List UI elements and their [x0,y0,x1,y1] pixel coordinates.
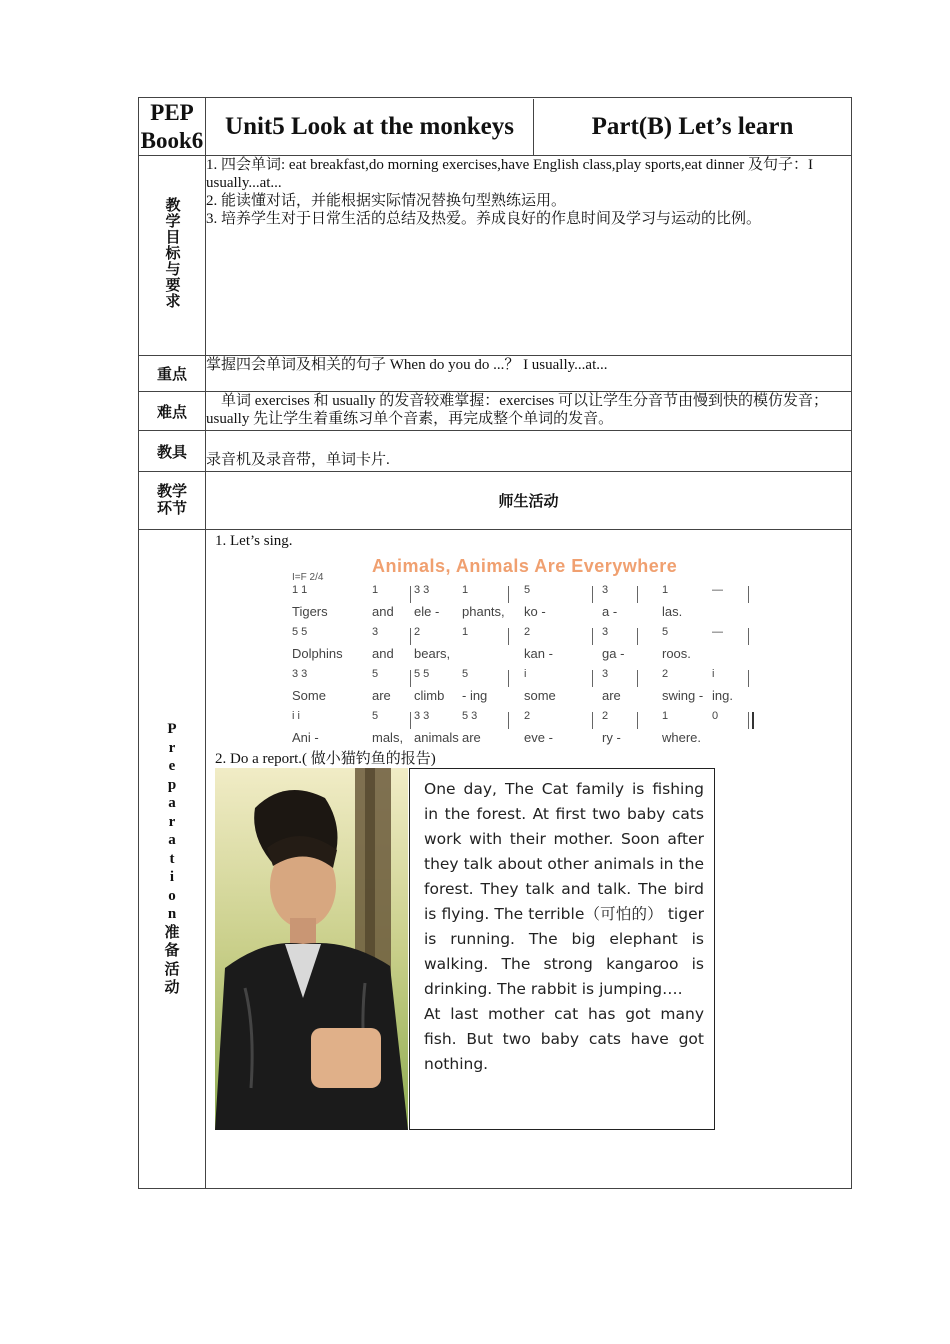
song-note: 5 [462,668,469,680]
key-points-text: 掌握四会单词及相关的句子 When do you do ...？ I usually...at... [206,357,608,373]
song-barline [748,628,749,645]
song-row [292,668,760,710]
preparation-label [164,720,179,998]
song-note: 2 [662,668,669,680]
song-note: 1 [462,626,469,638]
song-lyric: kan - [524,646,553,661]
prep-letter: a [168,795,176,812]
song-note: i [524,668,527,680]
prep-letter: i [169,869,175,886]
objectives-label-cell [139,156,206,356]
song-barline [637,628,638,645]
song-barline [508,586,509,603]
prep-letter: o [168,887,176,904]
activity-header [206,472,852,530]
song-barline [508,712,509,729]
report-section [215,768,851,1130]
boy-photo-illustration [215,768,408,1130]
song-note: 2 [602,710,609,722]
song-note: 5 3 [462,710,478,722]
objective-line-2: 2. 能读懂对话，并能根据实际情况替换句型熟练运用。 [206,193,567,209]
boy-photo [215,768,408,1130]
prep-letter: 活 [164,961,180,978]
objective-line-1: 1. 四会单词: eat breakfast,do morning exercises,have English class,play sports,eat dinner 及句子：I usually...at... [206,157,813,191]
song-note: 3 3 [414,710,430,722]
activity-header-text: 师生活动 [498,494,559,510]
song-row [292,584,760,626]
song-note: 3 [602,626,609,638]
difficulties-label: 难点 [156,404,187,421]
song-note: 3 3 [414,584,430,596]
aids-content [206,431,852,472]
song-lyric: ry - [602,730,621,745]
song-lyric: are [602,688,621,703]
song-lyric: animals [414,730,459,745]
song-lyric: Some [292,688,326,703]
story-paragraph-2: At last mother cat has got many fish. But two baby cats have got nothing. [424,1005,704,1073]
preparation-label-cell [139,530,206,1189]
song-sheet [292,556,760,756]
song-lyric: Tigers [292,604,328,619]
song-lyric: some [524,688,556,703]
stage-label-line-2: 环节 [156,500,187,517]
stage-label-cell [139,472,206,530]
song-lyric: eve - [524,730,553,745]
objectives-label: 教学目标与要求 [163,197,180,309]
song-lyric: and [372,604,394,619]
song-note: 2 [414,626,421,638]
song-note: 2 [524,626,531,638]
song-note: 3 [602,668,609,680]
song-key: I=F 2/4 [292,572,324,583]
song-lyric: bears, [414,646,451,661]
song-barline [592,586,593,603]
song-note: 3 [372,626,379,638]
story-paragraph-1: One day, The Cat family is fishing in the forest. At first two baby cats work with their mother. Soon after they talk about other animals in the forest. They talk and talk. The bird is flying. The terrible（可怕的） tiger is running. The big elephant is walking. The strong kangaroo is drinking. The rabbit is jumping…. [424,780,704,998]
aids-text: 录音机及录音带，单词卡片. [206,452,390,468]
song-lyric: are [462,730,481,745]
key-points-label: 重点 [156,367,187,383]
song-row [292,626,760,668]
song-lyric: ing. [712,688,733,703]
song-barline [508,670,509,687]
prep-letter: t [169,850,175,867]
song-lyric: ga - [602,646,625,661]
song-note: 1 [372,584,379,596]
song-lyric: swing - [662,688,704,703]
unit-part-cell [206,98,852,156]
song-note: 0 [712,710,719,722]
prep-letter: p [167,776,177,793]
lesson-plan-table [138,97,852,1189]
song-lyric: Ani - [292,730,319,745]
song-lyric: are [372,688,391,703]
song-barline [410,670,411,687]
song-note: 5 [372,710,379,722]
song-lyric: roos. [662,646,691,661]
prep-letter: 动 [164,980,180,997]
song-barline [410,712,411,729]
song-barline [410,628,411,645]
book-title: PEP Book6 [140,99,204,153]
song-barline [637,586,638,603]
difficulties-text: 单词 exercises 和 usually 的发音较难掌握：exercises 可以让学生分音节由慢到快的模仿发音；usually 先让学生着重练习单个音素，再完成整个单词的发音。 [206,393,829,427]
prep-letter: r [168,739,176,756]
prep-letter: 准 [164,924,180,941]
song-lyric: - ing [462,688,488,703]
prep-letter: P [167,721,177,738]
song-row [292,710,760,752]
prep-letter: n [167,906,177,923]
song-lyric: and [372,646,394,661]
step-report: 2. Do a report.( 做小猫钓鱼的报告) [215,751,436,767]
song-barline [637,712,638,729]
song-note: 3 3 [292,668,308,680]
song-note: — [712,584,723,596]
song-note: 1 [662,584,669,596]
prep-letter: a [168,832,176,849]
song-lyric: a - [602,604,618,619]
aids-label-cell [139,431,206,472]
song-lyric: las. [662,604,683,619]
aids-label: 教具 [156,444,187,461]
song-lyric: phants, [462,604,505,619]
key-points-content [206,356,852,392]
song-barline [637,670,638,687]
song-title: Animals, Animals Are Everywhere [372,556,678,576]
prep-letter: 备 [164,943,180,960]
key-points-label-cell [139,356,206,392]
song-note: 1 [662,710,669,722]
song-barline [410,586,411,603]
song-lyric: where. [662,730,702,745]
prep-letter: r [168,813,176,830]
difficulties-content [206,392,852,431]
song-note: 1 1 [292,584,308,596]
song-lyric: Dolphins [292,646,343,661]
song-note: 2 [524,710,531,722]
song-lyric: mals, [372,730,404,745]
story-box [409,768,715,1130]
stage-label-line-1: 教学 [156,483,187,500]
song-note: 5 [524,584,531,596]
difficulties-label-cell [139,392,206,431]
song-note: 5 5 [414,668,430,680]
song-note: 1 [462,584,469,596]
song-barline [508,628,509,645]
song-barline [592,628,593,645]
objective-line-3: 3. 培养学生对于日常生活的总结及热爱。养成良好的作息时间及学习与运动的比例。 [206,211,762,227]
unit-title: Unit5 Look at the monkeys [206,99,534,155]
song-note: — [712,626,723,638]
step-sing: 1. Let’s sing. [215,533,293,549]
song-note: i [712,668,715,680]
prep-letter: e [168,758,176,775]
book-cell [139,98,206,156]
song-barline [748,670,749,687]
song-note: i i [292,710,300,722]
song-lyric: ele - [414,604,440,619]
song-lyric: ko - [524,604,546,619]
part-title: Part(B) Let’s learn [591,112,794,140]
song-note: 5 5 [292,626,308,638]
song-barline [748,712,754,729]
preparation-content [206,530,852,1189]
song-note: 3 [602,584,609,596]
song-note: 5 [372,668,379,680]
song-note: 5 [662,626,669,638]
song-barline [592,712,593,729]
song-lyric: climb [414,688,445,703]
objectives-content [206,156,852,356]
song-barline [748,586,749,603]
song-barline [592,670,593,687]
